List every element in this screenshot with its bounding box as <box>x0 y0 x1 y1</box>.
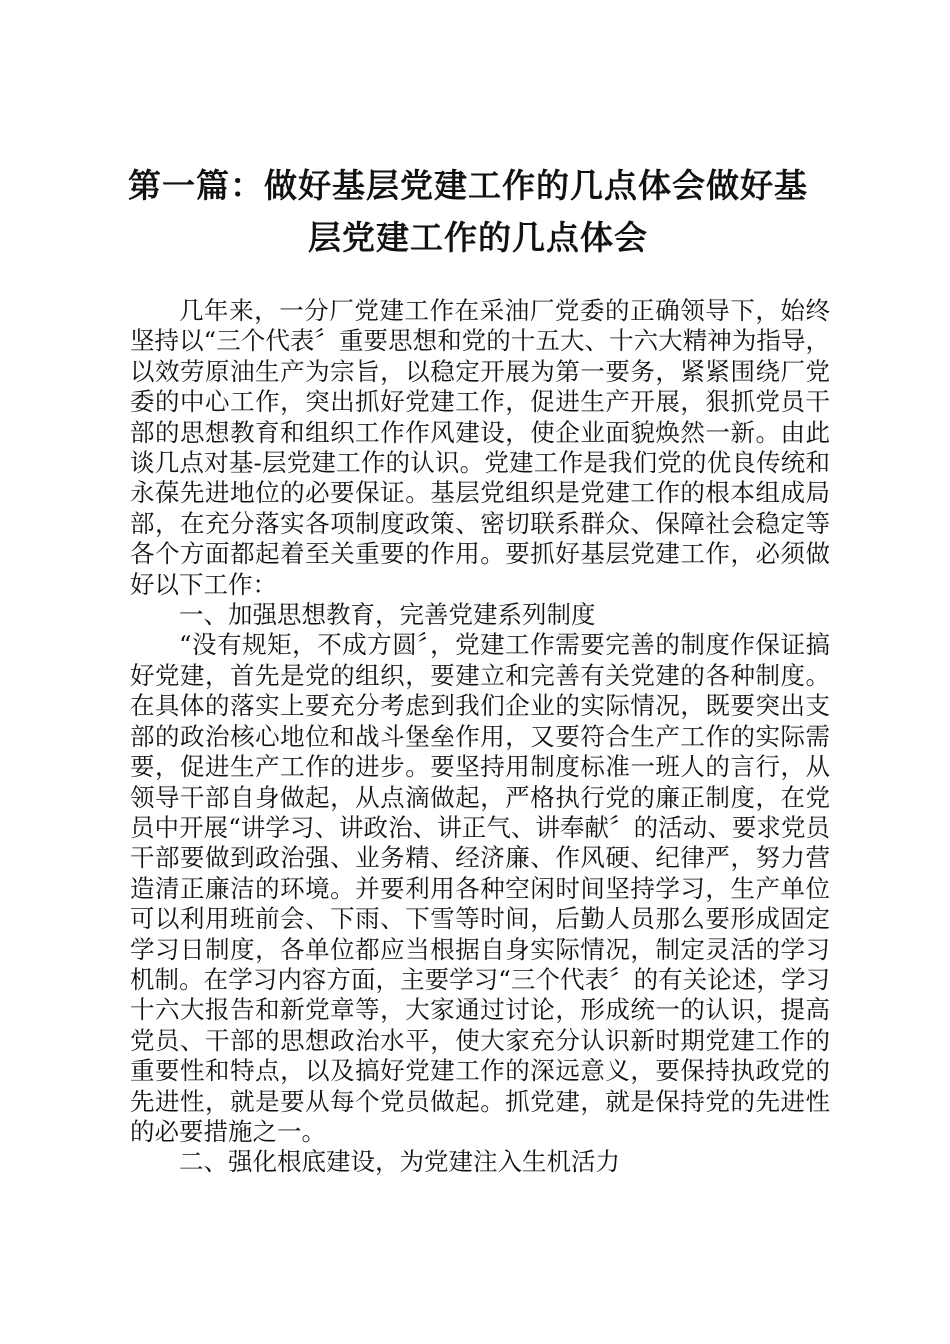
title-line-2: 层党建工作的几点体会 <box>308 218 648 257</box>
document-title <box>128 160 828 264</box>
document-body <box>130 296 830 1178</box>
title-line-1: 第一篇：做好基层党建工作的几点体会做好基 <box>128 166 808 205</box>
body-paragraph-section-1: “没有规矩，不成方圆〞，党建工作需要完善的制度作保证搞好党建，首先是党的组织，要建立和完善有关党建的各种制度。在具体的落实上要充分考虑到我们企业的实际情况，既要突出支部的政治核心地位和战斗堡垒作用，又要符合生产工作的实际需要，促进生产工作的进步。要坚持用制度标准一班人的言行，从领导干部自身做起，从点滴做起，严格执行党的廉正制度，在党员中开展“讲学习、讲政治、讲正气、讲奉献〞的活动、要求党员干部要做到政治强、业务精、经济廉、作风硬、纪律严，努力营造清正廉洁的环境。并要利用各种空闲时间坚持学习，生产单位可以利用班前会、下雨、下雪等时间，后勤人员那么要形成固定学习日制度，各单位都应当根据自身实际情况，制定灵活的学习机制。在学习内容方面，主要学习“三个代表〞的有关论述，学习十六大报告和新党章等，大家通过讨论，形成统一的认识，提高党员、干部的思想政治水平，使大家充分认识新时期党建工作的重要性和特点，以及搞好党建工作的深远意义，要保持执政党的先进性，就是要从每个党员做起。抓党建，就是保持党的先进性的必要措施之一。 <box>130 630 830 1146</box>
body-paragraph-intro: 几年来，一分厂党建工作在采油厂党委的正确领导下，始终坚持以“三个代表〞重要思想和党的十五大、十六大精神为指导，以效劳原油生产为宗旨，以稳定开展为第一要务，紧紧围绕厂党委的中心工作，突出抓好党建工作，促进生产开展，狠抓党员干部的思想教育和组织工作作风建设，使企业面貌焕然一新。由此谈几点对基-层党建工作的认识。党建工作是我们党的优良传统和永葆先进地位的必要保证。基层党组织是党建工作的根本组成局部，在充分落实各项制度政策、密切联系群众、保障社会稳定等各个方面都起着至关重要的作用。要抓好基层党建工作，必须做好以下工作： <box>130 296 830 599</box>
section-heading-2: 二、强化根底建设，为党建注入生机活力 <box>179 1147 620 1177</box>
section-heading-1: 一、加强思想教育，完善党建系列制度 <box>179 600 596 630</box>
